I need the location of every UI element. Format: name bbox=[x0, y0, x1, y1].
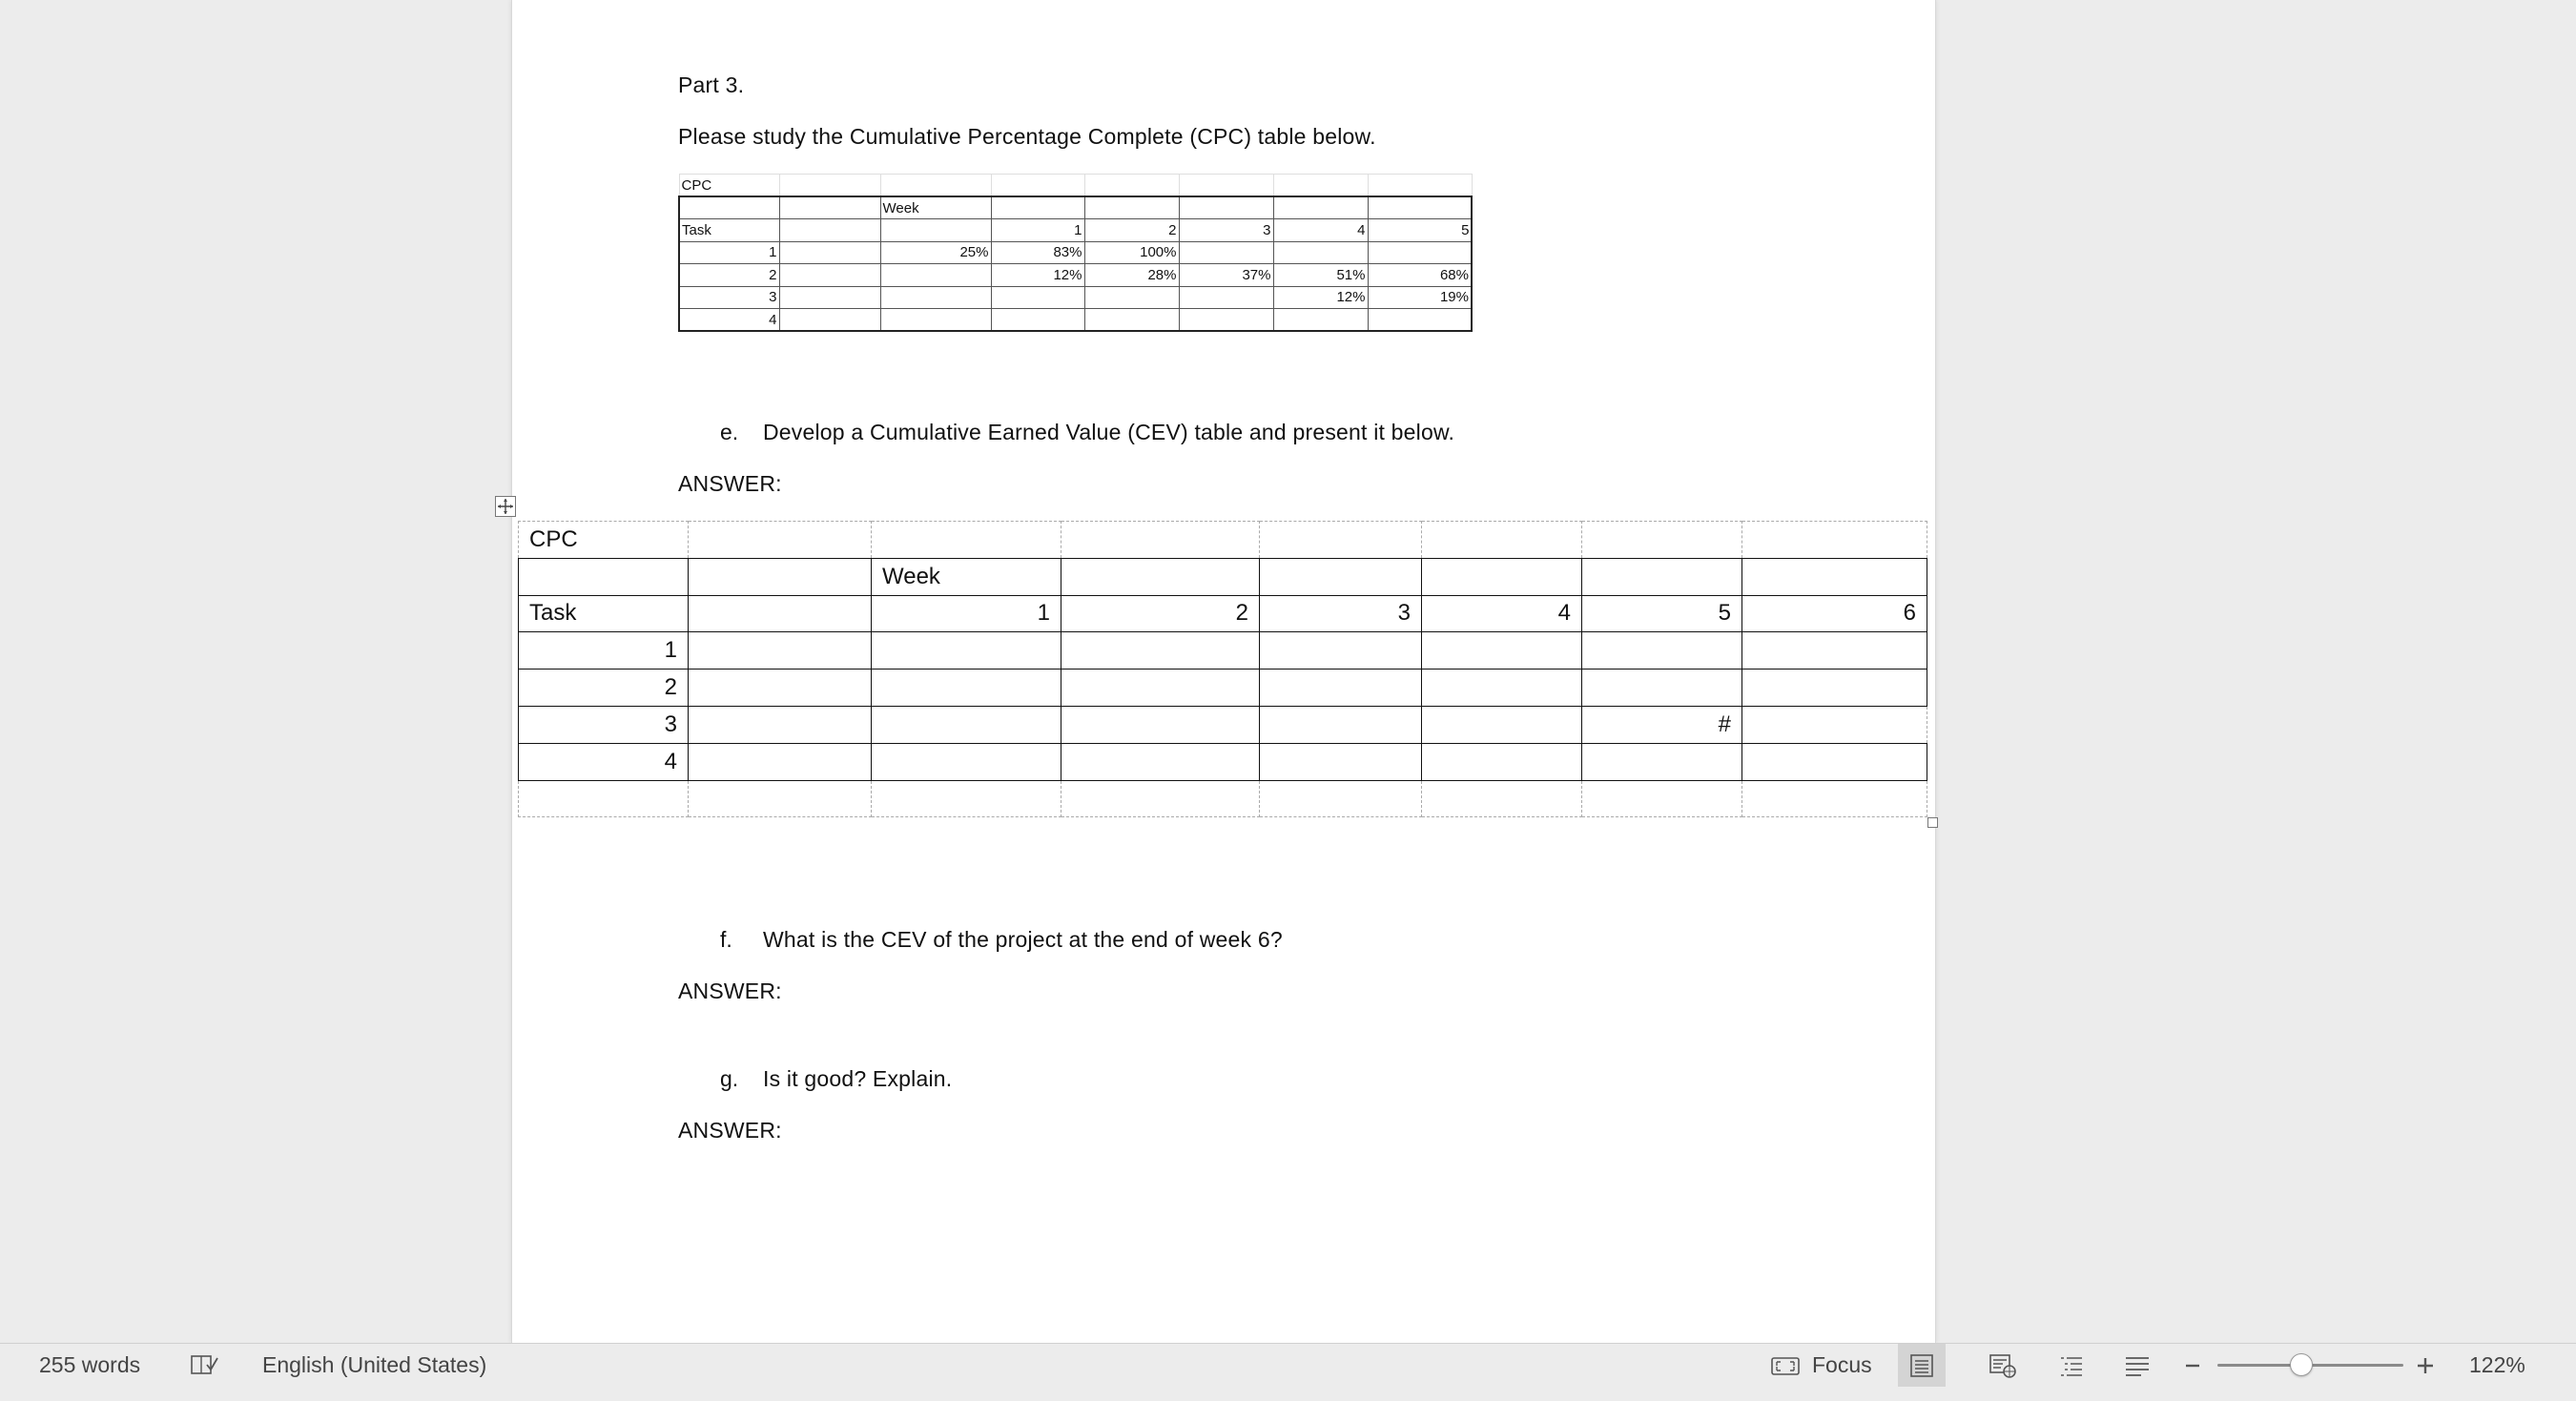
word-count[interactable]: 255 words bbox=[39, 1352, 141, 1377]
table-cell[interactable] bbox=[1582, 743, 1742, 780]
cpc-cell: 28% bbox=[1084, 264, 1179, 287]
question-f-text: What is the CEV of the project at the end of week 6? bbox=[763, 927, 1283, 952]
table-cell[interactable] bbox=[872, 670, 1061, 707]
intro-paragraph: Please study the Cumulative Percentage Complete (CPC) table below. bbox=[678, 124, 1376, 149]
focus-button[interactable]: Focus bbox=[1812, 1352, 1872, 1377]
cpc-week-label: Week bbox=[880, 196, 991, 219]
cpc-cell: 68% bbox=[1368, 264, 1472, 287]
cpc-row bbox=[679, 264, 1472, 287]
table-cell[interactable] bbox=[689, 670, 872, 707]
table-cell[interactable] bbox=[872, 780, 1061, 817]
answer-label-g: ANSWER: bbox=[678, 1118, 782, 1143]
cpc-cell: 37% bbox=[1179, 264, 1273, 287]
table-cell[interactable] bbox=[1422, 780, 1582, 817]
focus-icon[interactable] bbox=[1770, 1344, 1801, 1387]
cpc-cell: 25% bbox=[880, 241, 991, 264]
table-cell[interactable] bbox=[689, 706, 872, 743]
table-cell[interactable] bbox=[1582, 780, 1742, 817]
table-cell[interactable] bbox=[1582, 522, 1742, 559]
table-cell[interactable] bbox=[1422, 670, 1582, 707]
cpc-cell: 83% bbox=[991, 241, 1084, 264]
cpc-week-header: 2 bbox=[1084, 219, 1179, 242]
cpc-cell: 100% bbox=[1084, 241, 1179, 264]
language-indicator[interactable]: English (United States) bbox=[262, 1352, 487, 1377]
zoom-out-icon[interactable] bbox=[2184, 1344, 2201, 1387]
cpc-week-header: 4 bbox=[1273, 219, 1368, 242]
table-cell[interactable] bbox=[1061, 632, 1260, 670]
table-cell[interactable] bbox=[1260, 522, 1422, 559]
outline-view-icon[interactable] bbox=[2047, 1344, 2094, 1387]
cpc-table bbox=[678, 174, 1471, 341]
cpc-cell: 12% bbox=[1273, 286, 1368, 309]
cpc-task-number: 3 bbox=[679, 286, 779, 309]
cpc-cell: 12% bbox=[991, 264, 1084, 287]
answer-table[interactable] bbox=[518, 521, 1927, 817]
table-cell[interactable] bbox=[1061, 670, 1260, 707]
cpc-cell: 19% bbox=[1368, 286, 1472, 309]
table-cell[interactable] bbox=[1260, 743, 1422, 780]
cpc-cell bbox=[880, 264, 991, 287]
table-cell[interactable] bbox=[1260, 780, 1422, 817]
cpc-cell bbox=[991, 309, 1084, 332]
table-resize-handle[interactable] bbox=[1927, 817, 1938, 828]
cpc-task-number: 2 bbox=[679, 264, 779, 287]
table-cell[interactable] bbox=[1422, 632, 1582, 670]
cpc-task-number: 1 bbox=[679, 241, 779, 264]
answer-week-header[interactable]: 5 bbox=[1582, 595, 1742, 632]
table-cell[interactable] bbox=[689, 632, 872, 670]
question-f-letter: f. bbox=[720, 927, 732, 952]
table-cell[interactable] bbox=[1582, 632, 1742, 670]
table-cell[interactable] bbox=[1061, 706, 1260, 743]
table-cell[interactable] bbox=[519, 780, 689, 817]
table-cell[interactable] bbox=[1422, 706, 1582, 743]
answer-week-header[interactable]: 2 bbox=[1061, 595, 1260, 632]
table-row bbox=[519, 706, 1927, 743]
cpc-row bbox=[679, 286, 1472, 309]
question-g-text: Is it good? Explain. bbox=[763, 1066, 953, 1091]
table-cell[interactable] bbox=[689, 595, 872, 632]
cpc-cell bbox=[1273, 241, 1368, 264]
table-cell[interactable] bbox=[872, 743, 1061, 780]
table-cell[interactable] bbox=[519, 558, 689, 595]
answer-task-number[interactable]: 3 bbox=[519, 706, 689, 743]
cpc-week-header: 1 bbox=[991, 219, 1084, 242]
cpc-task-label: Task bbox=[679, 219, 779, 242]
table-cell[interactable] bbox=[1260, 670, 1422, 707]
zoom-in-icon[interactable] bbox=[2416, 1344, 2435, 1387]
table-cell[interactable] bbox=[1742, 743, 1927, 780]
table-cell[interactable] bbox=[1260, 558, 1422, 595]
overflow-marker[interactable]: # bbox=[1582, 706, 1742, 743]
cpc-title: CPC bbox=[679, 175, 779, 197]
cpc-cell bbox=[1368, 241, 1472, 264]
print-layout-icon[interactable] bbox=[1898, 1344, 1946, 1387]
table-cell[interactable] bbox=[1582, 558, 1742, 595]
question-e-letter: e. bbox=[720, 420, 739, 444]
table-cell[interactable] bbox=[1742, 670, 1927, 707]
table-cell[interactable] bbox=[1422, 558, 1582, 595]
table-cell[interactable] bbox=[689, 780, 872, 817]
table-cell[interactable] bbox=[1422, 522, 1582, 559]
zoom-slider-thumb[interactable] bbox=[2290, 1353, 2313, 1376]
table-cell[interactable] bbox=[1742, 706, 1927, 743]
cpc-row bbox=[679, 241, 1472, 264]
cpc-cell bbox=[1368, 309, 1472, 332]
table-cell[interactable] bbox=[689, 558, 872, 595]
answer-week-header[interactable]: 4 bbox=[1422, 595, 1582, 632]
zoom-level[interactable]: 122% bbox=[2469, 1352, 2525, 1377]
answer-week-label[interactable]: Week bbox=[872, 558, 1061, 595]
table-row bbox=[519, 632, 1927, 670]
table-cell[interactable] bbox=[1422, 743, 1582, 780]
table-cell[interactable] bbox=[872, 632, 1061, 670]
answer-task-number[interactable]: 4 bbox=[519, 743, 689, 780]
answer-task-number[interactable]: 1 bbox=[519, 632, 689, 670]
table-cell[interactable] bbox=[872, 522, 1061, 559]
table-row bbox=[519, 670, 1927, 707]
answer-table-title[interactable]: CPC bbox=[519, 522, 689, 559]
cpc-cell bbox=[1273, 309, 1368, 332]
answer-task-label[interactable]: Task bbox=[519, 595, 689, 632]
cpc-cell: 51% bbox=[1273, 264, 1368, 287]
table-cell[interactable] bbox=[1061, 780, 1260, 817]
cpc-cell bbox=[991, 286, 1084, 309]
answer-task-number[interactable]: 2 bbox=[519, 670, 689, 707]
table-cell[interactable] bbox=[689, 522, 872, 559]
cpc-cell bbox=[1179, 286, 1273, 309]
document-page[interactable] bbox=[512, 0, 1935, 1343]
table-cell[interactable] bbox=[1742, 632, 1927, 670]
status-bar bbox=[0, 1343, 2576, 1386]
cpc-row bbox=[679, 309, 1472, 332]
table-cell[interactable] bbox=[1061, 558, 1260, 595]
table-cell[interactable] bbox=[1742, 522, 1927, 559]
part-title: Part 3. bbox=[678, 72, 745, 97]
cpc-cell bbox=[1179, 241, 1273, 264]
table-cell[interactable] bbox=[1742, 780, 1927, 817]
cpc-cell bbox=[1084, 309, 1179, 332]
cpc-cell bbox=[1084, 286, 1179, 309]
table-cell[interactable] bbox=[1582, 670, 1742, 707]
table-cell[interactable] bbox=[1260, 706, 1422, 743]
draft-view-icon[interactable] bbox=[2112, 1344, 2160, 1387]
proofing-icon[interactable] bbox=[189, 1344, 219, 1387]
cpc-week-header: 3 bbox=[1179, 219, 1273, 242]
table-cell[interactable] bbox=[1061, 522, 1260, 559]
table-cell[interactable] bbox=[1742, 558, 1927, 595]
cpc-week-header: 5 bbox=[1368, 219, 1472, 242]
cpc-cell bbox=[1179, 309, 1273, 332]
question-e-text: Develop a Cumulative Earned Value (CEV) table and present it below. bbox=[763, 420, 1455, 444]
table-cell[interactable] bbox=[1260, 632, 1422, 670]
answer-label-f: ANSWER: bbox=[678, 979, 782, 1003]
question-g-letter: g. bbox=[720, 1066, 739, 1091]
answer-week-header[interactable]: 1 bbox=[872, 595, 1061, 632]
table-row bbox=[519, 743, 1927, 780]
answer-week-header[interactable]: 6 bbox=[1742, 595, 1927, 632]
cpc-task-number: 4 bbox=[679, 309, 779, 332]
cpc-cell bbox=[880, 286, 991, 309]
web-layout-icon[interactable] bbox=[1977, 1344, 2025, 1387]
table-cell[interactable] bbox=[1061, 743, 1260, 780]
answer-week-header[interactable]: 3 bbox=[1260, 595, 1422, 632]
answer-label-e: ANSWER: bbox=[678, 471, 782, 496]
table-cell[interactable] bbox=[689, 743, 872, 780]
table-move-handle-icon[interactable] bbox=[495, 496, 516, 517]
cpc-cell bbox=[880, 309, 991, 332]
table-cell[interactable] bbox=[872, 706, 1061, 743]
